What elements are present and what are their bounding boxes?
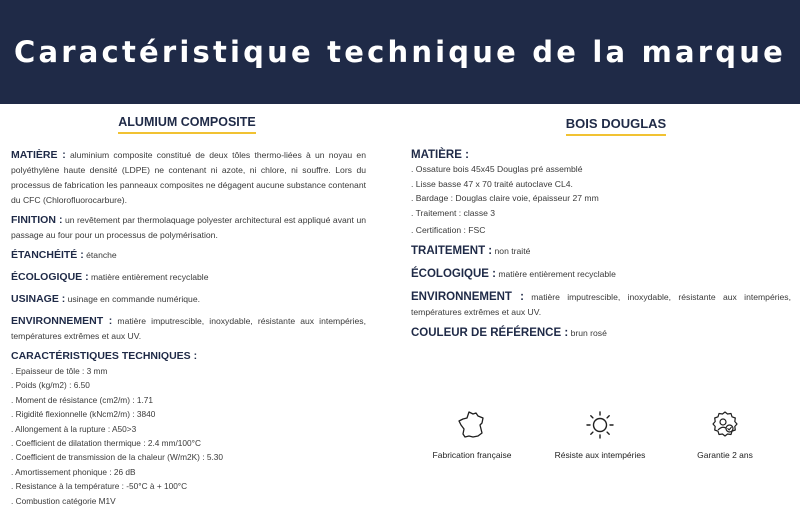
matiere-key: MATIÈRE : <box>11 149 66 161</box>
matiere-item: . Bardage : Douglas claire voie, épaisseur 27 mm <box>411 193 599 204</box>
douglas-ecologique-key: ÉCOLOGIQUE : <box>411 267 496 280</box>
aluminium-body <box>11 148 366 508</box>
matiere-item: . Ossature bois 45x45 Douglas pré assemblé <box>411 164 583 174</box>
ecologique-key: ÉCOLOGIQUE : <box>11 271 89 283</box>
etancheite-key: ÉTANCHÉITÉ : <box>11 249 84 261</box>
traitement-text: non traité <box>492 245 531 256</box>
matiere-item: . Certification : FSC <box>411 224 486 235</box>
etancheite-paragraph <box>11 248 366 263</box>
douglas-body <box>411 148 791 341</box>
guarantee-icon <box>710 410 740 440</box>
tech-spec-item: . Epaisseur de tôle : 3 mm <box>11 366 108 376</box>
finition-key: FINITION : <box>11 214 63 226</box>
tech-spec-item: . Poids (kg/m2) : 6.50 <box>11 380 90 391</box>
couleur-paragraph <box>411 326 791 341</box>
environnement-paragraph <box>11 314 366 344</box>
page-title: Caractéristique technique de la marque <box>14 35 786 69</box>
douglas-environnement-text: matière imputrescible, inoxydable, résistante aux intempéries, températures extrêmes et aux UV. <box>411 291 791 317</box>
couleur-key: COULEUR DE RÉFÉRENCE : <box>411 326 569 339</box>
matiere-paragraph <box>11 148 366 208</box>
douglas-matiere-key: MATIÈRE : <box>411 149 469 161</box>
environnement-key: ENVIRONNEMENT : <box>11 315 113 327</box>
usinage-key: USINAGE : <box>11 293 66 305</box>
douglas-ecologique-text: matière entièrement recyclable <box>495 268 616 279</box>
feature-label: Résiste aux intempéries <box>554 450 646 460</box>
finition-paragraph <box>11 213 366 243</box>
douglas-environnement-paragraph <box>411 290 791 320</box>
traitement-paragraph <box>411 244 791 259</box>
tech-spec-item: . Amortissement phonique : 26 dB <box>11 466 136 477</box>
douglas-environnement-key: ENVIRONNEMENT : <box>411 290 524 303</box>
tech-spec-item: . Rigidité flexionnelle (kNcm2/m) : 3840 <box>11 409 156 420</box>
douglas-matiere-list <box>411 162 791 238</box>
tech-spec-item: . Resistance à la température : -50°C à + 100°C <box>11 481 188 492</box>
feature-weather-resistant <box>540 410 660 460</box>
couleur-text: brun rosé <box>568 327 607 338</box>
environnement-text: matière imputrescible, inoxydable, résistante aux intempéries, températures extrêmes et aux UV. <box>11 316 366 341</box>
traitement-key: TRAITEMENT : <box>411 244 493 257</box>
tech-spec-item: . Coefficient de dilatation thermique : 2.4 mm/100°C <box>11 438 201 449</box>
tech-spec-item: . Allongement à la rupture : A50>3 <box>11 423 137 434</box>
france-map-icon <box>457 410 487 440</box>
features-row <box>420 410 780 470</box>
tech-spec-item: . Combustion catégorie M1V <box>11 495 116 506</box>
ecologique-text: matière entièrement recyclable <box>88 272 209 282</box>
douglas-title-text: BOIS DOUGLAS <box>566 116 666 134</box>
feature-guarantee <box>665 410 785 460</box>
etancheite-text: étanche <box>83 250 117 260</box>
usinage-paragraph <box>11 292 366 307</box>
sun-icon <box>585 410 615 440</box>
aluminium-title <box>11 115 363 132</box>
usinage-text: usinage en commande numérique. <box>65 294 200 304</box>
feature-label: Garantie 2 ans <box>697 450 753 460</box>
finition-text: un revêtement par thermolaquage polyester architectural est appliqué avant un passage au four pour un processus de polymérisation. <box>11 215 367 240</box>
tech-specs-list <box>11 364 366 508</box>
tech-specs-heading: CARACTÉRISTIQUES TECHNIQUES : <box>11 350 198 362</box>
matiere-text: aluminium composite constitué de deux tôles thermo-liées à un noyau en polyéthylène haute densité (LDPE) ne contenant ni azote, ni chlore, ni souffre. Lors du processus de fabrication les panneaux composites ne dégagent aucune substance contenant du CFC (Chlorofluorocarbure). <box>11 150 366 205</box>
aluminium-title-text: ALUMIUM COMPOSITE <box>118 115 256 132</box>
douglas-title <box>411 116 800 134</box>
feature-made-in-france <box>412 410 532 460</box>
feature-label: Fabrication française <box>432 450 512 460</box>
matiere-item: . Lisse basse 47 x 70 traité autoclave CL4. <box>411 178 573 189</box>
aluminium-composite-section <box>11 104 366 508</box>
page-banner <box>0 0 800 104</box>
matiere-item: . Traitement : classe 3 <box>411 208 496 219</box>
tech-spec-item: . Coefficient de transmission de la chaleur (W/m2K) : 5.30 <box>11 452 223 463</box>
ecologique-paragraph <box>11 270 366 285</box>
douglas-ecologique-paragraph <box>411 267 791 282</box>
tech-spec-item: . Moment de résistance (cm2/m) : 1.71 <box>11 394 154 405</box>
bois-douglas-section <box>411 104 791 347</box>
